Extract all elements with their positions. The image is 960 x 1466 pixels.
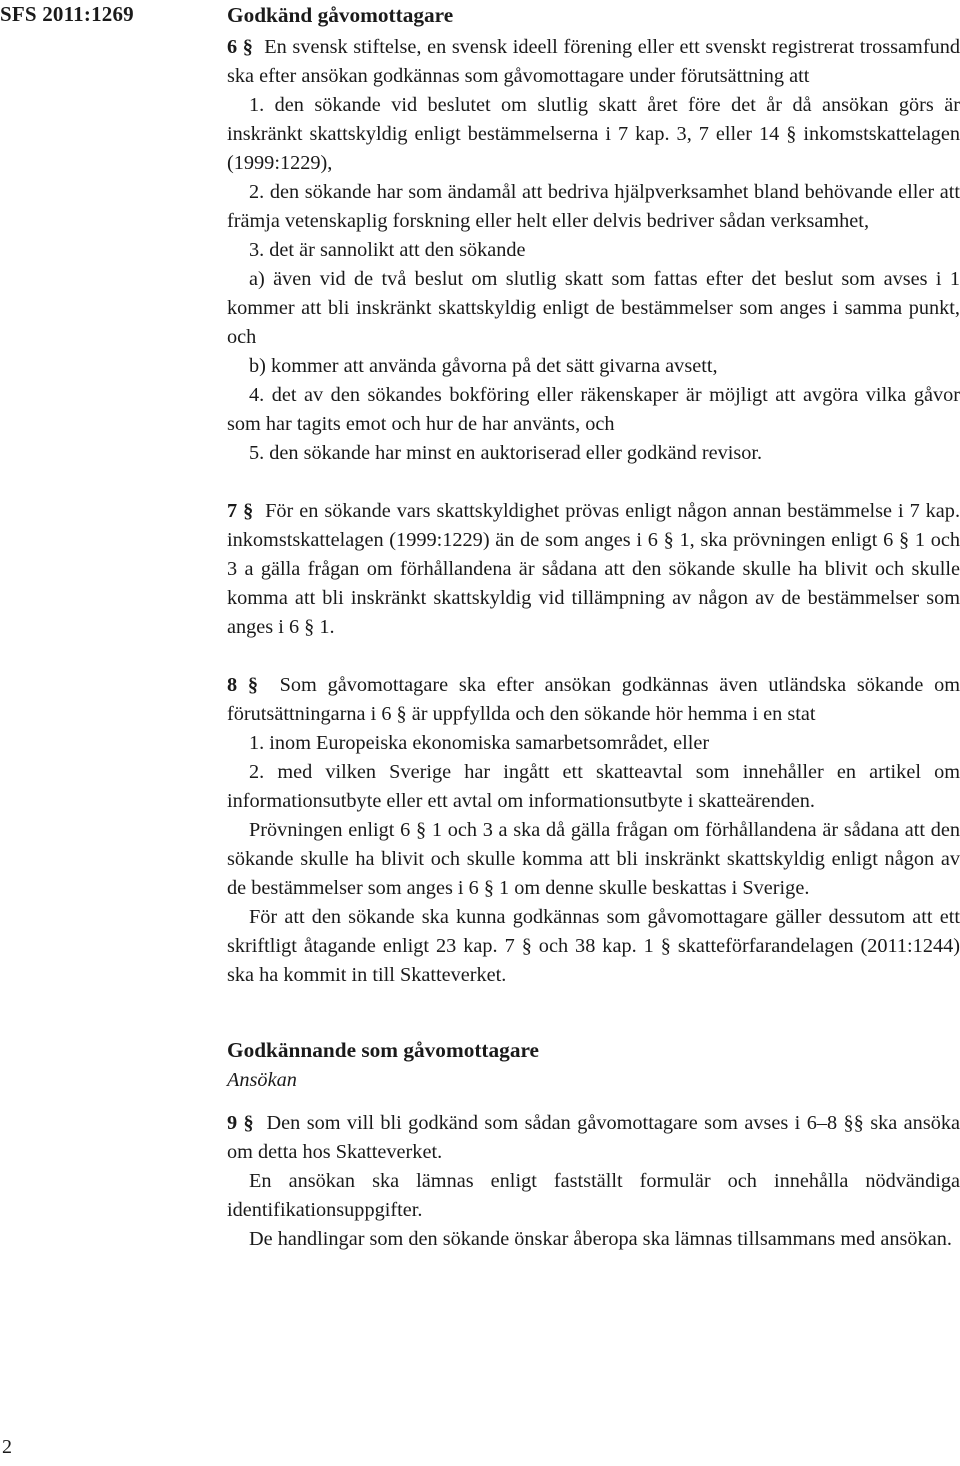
list-item: 1. den sökande vid beslutet om slutlig skatt året före det år då ansökan görs är inskränkt skattskyldig enligt bestämmelserna i 7 kap. 3, 7 eller 14 § inkomstskattelagen (1999:1229), bbox=[227, 94, 960, 174]
paragraph-text: En svensk stiftelse, en svensk ideell förening eller ett svenskt registrerat trossamfund ska efter ansökan godkännas som gåvomottagare under förutsättning att bbox=[227, 36, 960, 87]
list-item: 2. med vilken Sverige har ingått ett skatteavtal som innehåller en artikel om informationsutbyte eller ett avtal om informationsutbyte i skatteärenden. bbox=[227, 761, 960, 812]
section-number: 6 § bbox=[227, 36, 253, 58]
section-number: 7 § bbox=[227, 500, 254, 522]
paragraph-8 bbox=[227, 671, 960, 729]
paragraph-9 bbox=[227, 1109, 960, 1167]
list-item: a) även vid de två beslut om slutlig skatt som fattas efter det beslut som avses i 1 kommer att bli inskränkt skattskyldig enligt de bestämmelser som anges i samma punkt, och bbox=[227, 268, 960, 348]
list-item: 4. det av den sökandes bokföring eller räkenskaper är möjligt att avgöra vilka gåvor som har tagits emot och hur de har använts, och bbox=[227, 384, 960, 435]
paragraph-text: De handlingar som den sökande önskar åberopa ska lämnas tillsammans med ansökan. bbox=[249, 1228, 952, 1250]
list-item: b) kommer att använda gåvorna på det sätt givarna avsett, bbox=[249, 355, 718, 377]
section-heading: Godkännande som gåvomottagare bbox=[227, 1038, 539, 1062]
paragraph-6 bbox=[227, 33, 960, 91]
paragraph-text: Den som vill bli godkänd som sådan gåvomottagare som avses i 6–8 §§ ska ansöka om detta hos Skatteverket. bbox=[227, 1112, 960, 1163]
list-item: 5. den sökande har minst en auktoriserad eller godkänd revisor. bbox=[249, 442, 763, 464]
paragraph-text: Prövningen enligt 6 § 1 och 3 a ska då gälla frågan om förhållandena är sådana att den sökande skulle ha blivit och skulle komma att bli inskränkt skattskyldig enligt någon av de bestämmelser som anges i 6 § 1 om denne skulle beskattas i Sverige. bbox=[227, 819, 960, 899]
running-header: SFS 2011:1269 bbox=[0, 2, 134, 26]
list-item: 2. den sökande har som ändamål att bedriva hjälpverksamhet bland behövande eller att främja vetenskaplig forskning eller helt eller delvis bedriver sådan verksamhet, bbox=[227, 181, 960, 232]
paragraph-text: Som gåvomottagare ska efter ansökan godkännas även utländska sökande om förutsättningarna i 6 § är uppfyllda och den sökande hör hemma i en stat bbox=[227, 674, 960, 725]
section-heading: Godkänd gåvomottagare bbox=[227, 3, 454, 27]
subheading: Ansökan bbox=[227, 1069, 297, 1091]
document-body bbox=[227, 0, 960, 1254]
page-number: 2 bbox=[2, 1436, 12, 1458]
section-number: 9 § bbox=[227, 1112, 254, 1134]
paragraph-text: För att den sökande ska kunna godkännas som gåvomottagare gäller dessutom att ett skriftligt åtagande enligt 23 kap. 7 § och 38 kap. 1 § skatteförfarandelagen (2011:1244) ska ha kommit in till Skatteverket. bbox=[227, 906, 960, 986]
paragraph-7 bbox=[227, 497, 960, 642]
list-item: 1. inom Europeiska ekonomiska samarbetsområdet, eller bbox=[249, 732, 710, 754]
paragraph-text: En ansökan ska lämnas enligt fastställt formulär och innehålla nödvändiga identifikationsuppgifter. bbox=[227, 1170, 960, 1221]
section-number: 8 § bbox=[227, 674, 259, 696]
paragraph-text: För en sökande vars skattskyldighet prövas enligt någon annan bestämmelse i 7 kap. inkomstskattelagen (1999:1229) än de som anges i 6 § 1, ska prövningen enligt 6 § 1 och 3 a gälla frågan om förhållandena är sådana att den sökande skulle ha blivit och skulle komma att bli inskränkt skattskyldig vid tillämpning av någon av de bestämmelser som anges i 6 § 1. bbox=[227, 500, 960, 638]
list-item: 3. det är sannolikt att den sökande bbox=[249, 239, 526, 261]
